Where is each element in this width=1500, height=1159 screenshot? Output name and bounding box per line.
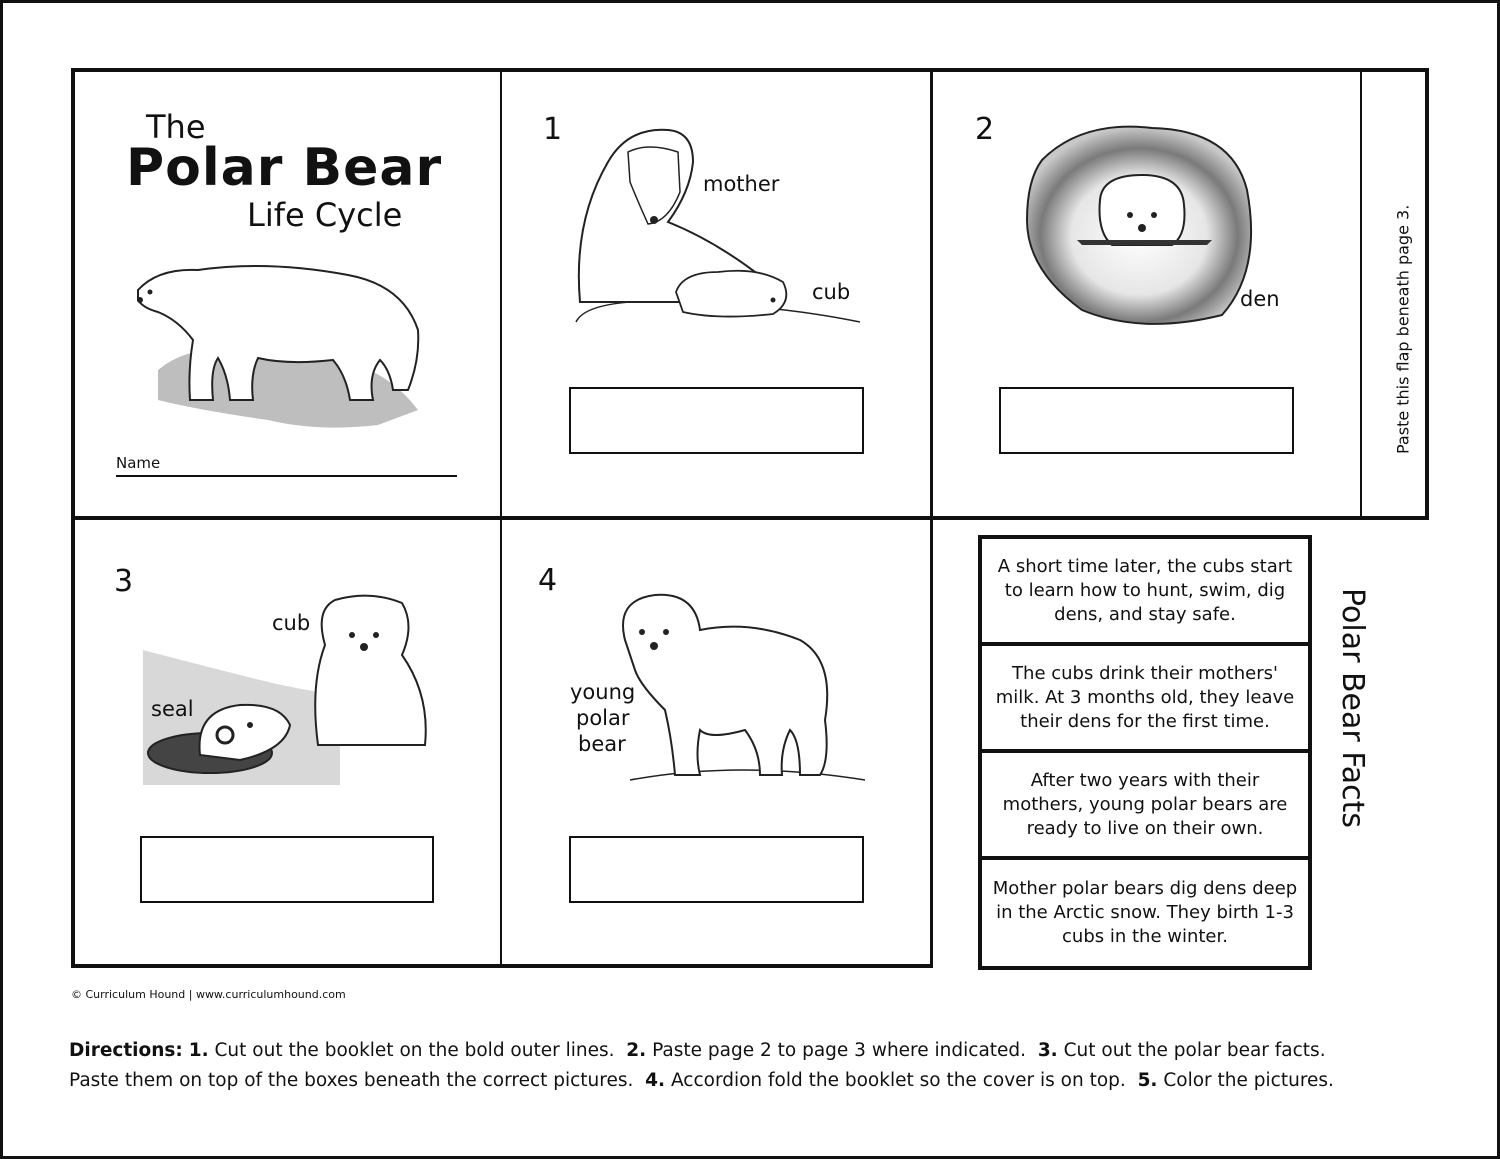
label-polar: polar [576,706,630,730]
young-polar-bear-illustration [610,590,870,790]
page-number: 1 [543,112,563,147]
answer-box-page-3[interactable] [140,836,434,903]
page-number: 2 [975,112,995,147]
directions-line-1 [69,1036,1469,1066]
step-text: Cut out the booklet on the bold outer lines. [214,1040,615,1061]
step-text: Cut out the polar bear facts. [1063,1040,1326,1061]
label-cub: cub [272,611,311,635]
polar-bear-walking-illustration [118,250,438,435]
answer-box-page-4[interactable] [569,836,864,903]
step-number: 1. [188,1040,209,1061]
fact-card-4[interactable]: Mother polar bears dig dens deep in the Arctic snow. They birth 1-3 cubs in the winter. [978,856,1312,970]
den-illustration [1022,120,1262,330]
step-number: 3. [1037,1040,1058,1061]
cover-title-the: The [146,108,206,146]
fact-card-2[interactable]: The cubs drink their mothers' milk. At 3 months old, they leave their dens for the first time. [978,642,1312,753]
label-mother: mother [703,172,780,196]
step-text: Accordion fold the booklet so the cover is on top. [670,1070,1126,1091]
label-bear: bear [578,732,626,756]
answer-box-page-2[interactable] [999,387,1294,454]
page-number: 4 [538,563,558,598]
label-seal: seal [151,697,194,721]
label-den: den [1240,287,1280,311]
label-young: young [570,680,636,704]
label-cub: cub [812,280,851,304]
step-text: Color the pictures. [1163,1070,1334,1091]
paste-flap-text: Paste this flap beneath page 3. [1393,204,1413,454]
fact-card-1[interactable]: A short time later, the cubs start to learn how to hunt, swim, dig dens, and stay safe. [978,535,1312,646]
fact-card-3[interactable]: After two years with their mothers, young polar bears are ready to live on their own. [978,749,1312,860]
step-number: 4. [645,1070,666,1091]
copyright-text: © Curriculum Hound | www.curriculumhound.com [71,988,346,1001]
directions-heading: Directions: [69,1040,183,1061]
step-text: Paste page 2 to page 3 where indicated. [652,1040,1027,1061]
facts-title: Polar Bear Facts [1335,588,1370,829]
answer-box-page-1[interactable] [569,387,864,454]
cover-title-main: Polar Bear [126,138,443,198]
name-line[interactable] [116,475,457,477]
directions-line-2 [69,1066,1469,1096]
step-number: 2. [626,1040,647,1061]
step-number: 5. [1137,1070,1158,1091]
step-text: Paste them on top of the boxes beneath the correct pictures. [69,1070,634,1091]
directions [69,1036,1469,1096]
cover-title-sub: Life Cycle [247,196,403,234]
name-label: Name [116,454,161,472]
page-number: 3 [114,564,134,599]
